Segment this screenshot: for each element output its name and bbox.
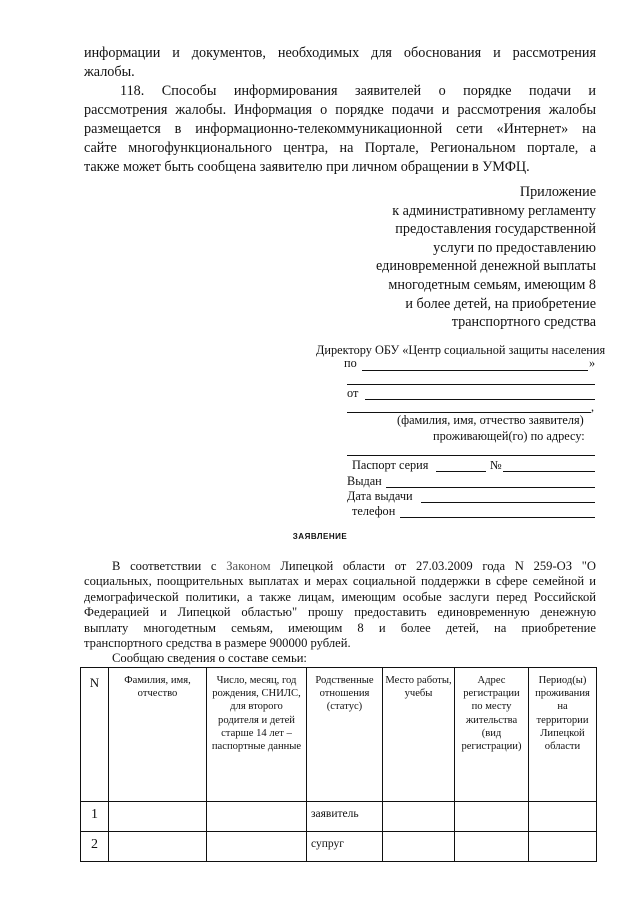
statement-line: выплату многодетным семьям, имеющим 8 и более детей, на приобретение <box>84 620 596 635</box>
passport-series-label: Паспорт серия <box>352 458 429 472</box>
law-link[interactable]: Законом <box>226 559 271 573</box>
header-cell: Фамилия, имя, отчество <box>109 668 207 802</box>
text-line: 118. Способы информирования заявителей о порядке подачи и <box>120 83 596 99</box>
issued-label: Выдан <box>347 474 382 488</box>
item-118-paragraph <box>84 82 596 177</box>
ot-label: от <box>347 386 359 400</box>
statement-line-1 <box>84 559 596 574</box>
comma: , <box>591 400 595 414</box>
residing-label: проживающей(го) по адресу: <box>433 429 585 443</box>
table-header-row <box>81 668 597 802</box>
from-field[interactable] <box>365 399 595 400</box>
header-cell: N <box>81 668 109 802</box>
appendix-line: единовременной денежной выплаты <box>376 258 596 275</box>
table-cell[interactable] <box>383 832 455 862</box>
table-cell[interactable] <box>529 802 597 832</box>
blank-line[interactable] <box>347 384 595 385</box>
text-line: рассмотрения жалобы. Информация о порядке подачи и рассмотрения жалобы <box>84 102 596 118</box>
statement-line: демографической политики, а также лицам, имеющим особые заслуги перед Российской <box>84 589 596 604</box>
phone-field[interactable] <box>400 517 595 518</box>
header-cell: Адрес регистрации по месту жительства (вид регистрации) <box>455 668 529 802</box>
table-row <box>81 802 597 832</box>
row-number: 1 <box>81 802 109 832</box>
po-close-quote: » <box>589 356 596 370</box>
header-cell: Родственные отношения (статус) <box>307 668 383 802</box>
table-cell[interactable] <box>207 802 307 832</box>
appendix-line: и более детей, на приобретение <box>405 295 596 312</box>
fio-hint: (фамилия, имя, отчество заявителя) <box>397 413 584 427</box>
address-field[interactable] <box>347 455 595 456</box>
text-line: сайте многофункционального центра, на Портале, Региональном портале, а <box>84 140 596 156</box>
statement-line: транспортного средства в размере 900000 рублей. <box>84 636 351 651</box>
relation-cell: заявитель <box>307 802 383 832</box>
family-table <box>80 667 597 862</box>
issue-date-field[interactable] <box>421 502 595 503</box>
issue-date-label: Дата выдачи <box>347 489 413 503</box>
header-cell: Период(ы) проживания на территории Липецкой области <box>529 668 597 802</box>
po-label: по <box>344 356 357 370</box>
family-intro: Сообщаю сведения о составе семьи: <box>112 651 307 666</box>
phone-label: телефон <box>352 504 396 518</box>
district-field[interactable] <box>362 370 588 371</box>
statement-body <box>84 559 596 667</box>
appendix-line: предоставления государственной <box>395 221 596 238</box>
appendix-line: к административному регламенту <box>392 202 596 219</box>
header-cell: Место работы, учебы <box>383 668 455 802</box>
statement-line: Федерацией и Липецкой областью" прошу предоставить единовременную денежную <box>84 605 596 620</box>
statement-title: ЗАЯВЛЕНИЕ <box>292 532 348 541</box>
statement-text: Липецкой области от 27.03.2009 года N 259-ОЗ "О <box>280 559 596 573</box>
statement-text: В соответствии с <box>112 559 217 573</box>
intro-paragraph <box>84 44 596 82</box>
table-cell[interactable] <box>529 832 597 862</box>
passport-number-field[interactable] <box>503 471 595 472</box>
appendix-line: услуги по предоставлению <box>433 239 596 256</box>
text-line: жалобы. <box>84 64 135 80</box>
statement-line: социальных, поощрительных выплатах и мерах социальной поддержки в сфере семейной и <box>84 574 596 589</box>
table-cell[interactable] <box>383 802 455 832</box>
appendix-line: транспортного средства <box>451 314 596 331</box>
passport-series-field[interactable] <box>436 471 486 472</box>
text-line: размещается в информационно-телекоммуникационной сети «Интернет» на <box>84 121 596 137</box>
row-number: 2 <box>81 832 109 862</box>
text-line: информации и документов, необходимых для обоснования и рассмотрения <box>84 45 596 61</box>
table-cell[interactable] <box>109 832 207 862</box>
table-cell[interactable] <box>109 802 207 832</box>
passport-number-sign: № <box>490 458 502 472</box>
appendix-block <box>306 183 596 332</box>
appendix-line: Приложение <box>519 184 596 200</box>
director-line: Директору ОБУ «Центр социальной защиты населения <box>316 343 606 357</box>
text-line: также может быть сообщена заявителю при личном обращении в УМФЦ. <box>84 159 530 175</box>
issued-field[interactable] <box>386 487 595 488</box>
appendix-line: многодетным семьям, имеющим 8 <box>388 276 596 293</box>
table-cell[interactable] <box>207 832 307 862</box>
table-cell[interactable] <box>455 802 529 832</box>
header-cell: Число, месяц, год рождения, СНИЛС, для второго родителя и детей старше 14 лет – паспортные данные <box>207 668 307 802</box>
table-row <box>81 832 597 862</box>
relation-cell: супруг <box>307 832 383 862</box>
table-cell[interactable] <box>455 832 529 862</box>
